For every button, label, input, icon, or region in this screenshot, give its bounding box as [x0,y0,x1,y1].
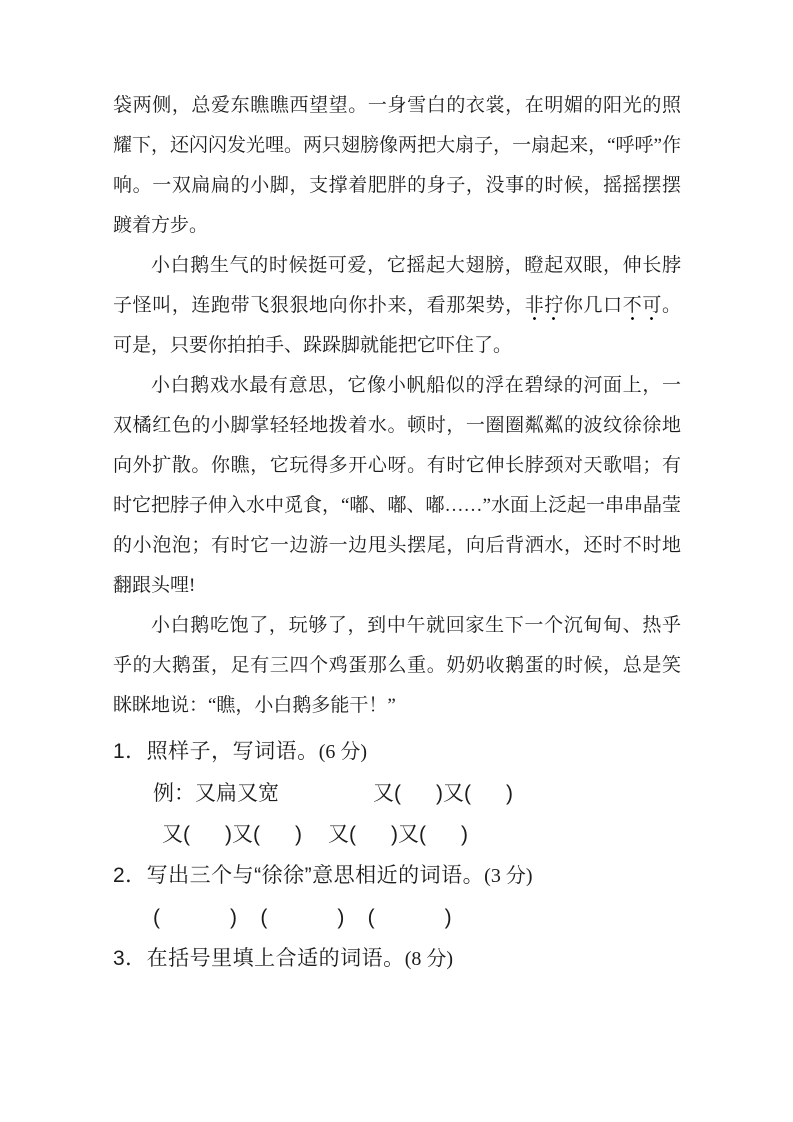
question-2-score: (3 分) [484,865,533,887]
question-3-score: (8 分) [404,948,454,970]
question-2-label: 2．写出三个与“徐徐”意思相近的词语。 [113,864,485,887]
emphasized-text: 非拧 [525,295,564,321]
passage-paragraph-4: 小白鹅吃饱了，玩够了，到中午就回家生下一个沉甸甸、热乎乎的大鹅蛋，足有三四个鸡蛋那么重。奶奶收鹅蛋的时候，总是笑眯眯地说：“瞧，小白鹅多能干！” [113,615,681,716]
question-3 [113,938,681,980]
passage-paragraph-2 [113,246,681,366]
emphasized-text: 不可 [623,295,662,321]
question-2-blank-row [113,897,681,938]
question-1-label: 1．照样子，写词语。 [113,740,319,763]
question-section [113,731,681,980]
question-1 [113,731,681,773]
paragraph-2-text: 小白鹅生气的时候挺可爱，它摇起大翅膀，瞪起双眼，伸长脖子怪叫，连跑带飞狠狠地向你扑来，看那架势， [113,255,681,316]
question-3-label: 3．在括号里填上合适的词语。 [113,947,405,970]
question-1-score: (6 分) [318,741,368,763]
question-2 [113,855,681,897]
passage-paragraph-3: 小白鹅戏水最有意思，它像小帆船似的浮在碧绿的河面上，一双橘红色的小脚掌轻轻地拨着水。顿时，一圈圈粼粼的波纹徐徐地向外扩散。你瞧，它玩得多开心呀。有时它伸长脖颈对天歌唱；有时它把脖子伸入水中觅食，“嘟、嘟、嘟……”水面上泛起一串串晶莹的小泡泡；有时它一边游一边甩头摆尾，向后背洒水，还时不时地翻跟头哩! [113,375,681,596]
question-1-blank-row [113,814,681,855]
paragraph-2-text: 你几口 [563,295,623,316]
question-1-example-row [113,773,681,814]
answer-blank: 又( )又( ) [373,782,513,805]
passage-paragraph-1: 袋两侧，总爱东瞧瞧西望望。一身雪白的衣裳，在明媚的阳光的照耀下，还闪闪发光哩。两只翅膀像两把大扇子，一扇起来，“呼呼”作响。一双扁扁的小脚，支撑着肥胖的身子，没事的时候，摇摇摆摆踱着方步。 [113,95,681,236]
answer-blank: ( ) ( ) ( ) [153,906,452,929]
page-content [113,86,681,980]
paragraph-2-text: 。可是，只要你拍拍手、跺跺脚就能把它吓住了。 [113,295,681,356]
answer-blank: 又( )又( ) [328,823,468,846]
answer-blank: 又( )又( ) [162,823,302,846]
reading-passage [113,86,681,726]
example-word: 例：又扁又宽 [153,782,279,805]
